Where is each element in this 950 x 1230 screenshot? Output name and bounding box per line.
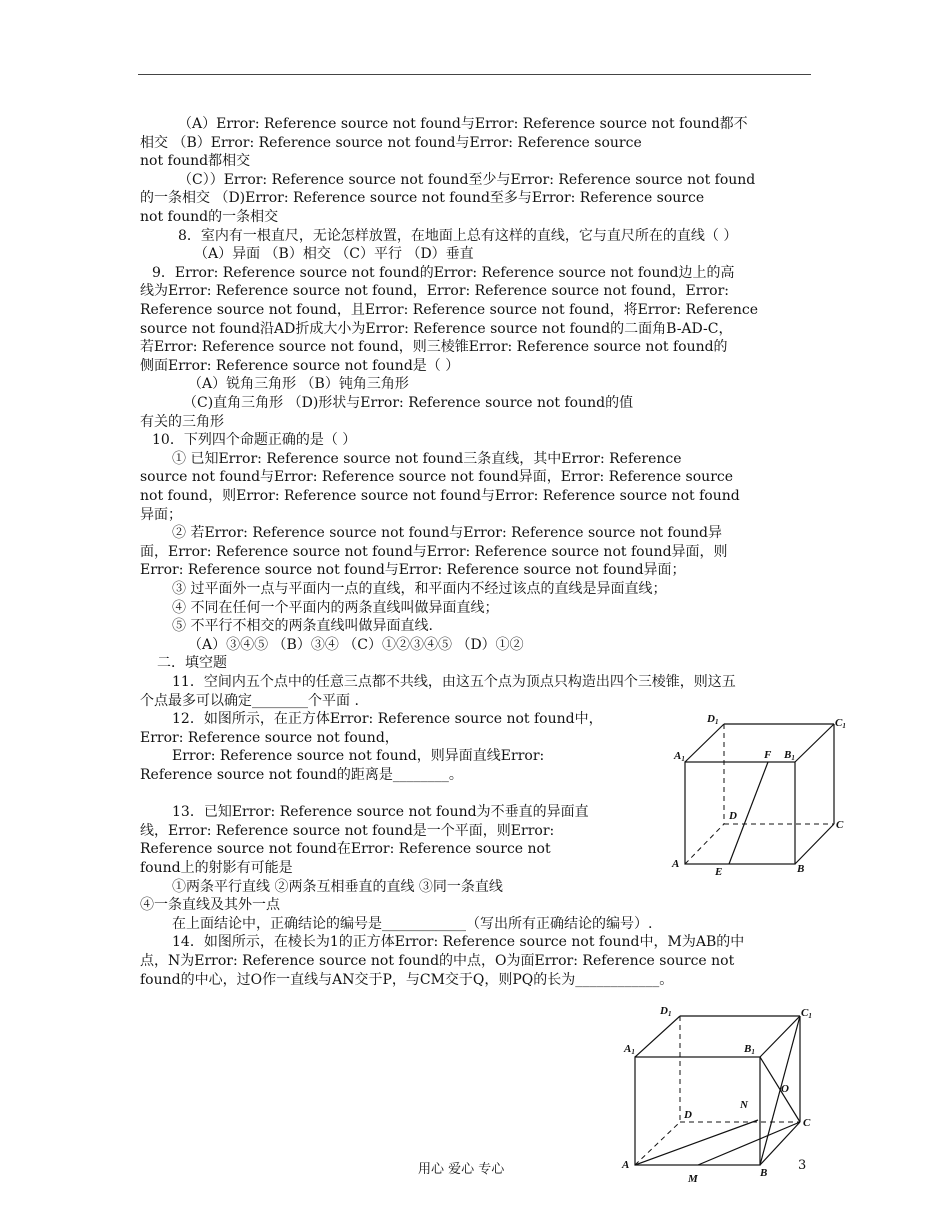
label-D: D (729, 810, 737, 822)
label-C1: C1 (835, 717, 846, 730)
label-D1: D1 (707, 713, 719, 726)
text-line: 13．已知Error: Reference source not found为不垂直的异面直 (172, 804, 589, 821)
label-B1: B1 (744, 1043, 755, 1056)
label-A1: A1 (624, 1043, 635, 1056)
text-line: ⑤ 不平行不相交的两条直线叫做异面直线. (172, 618, 433, 635)
text-line: 12．如图所示，在正方体Error: Reference source not found中， (172, 711, 603, 728)
label-A: A (672, 858, 680, 870)
text-line: ④ 不同在任何一个平面内的两条直线叫做异面直线； (172, 599, 499, 616)
label-A1: A1 (674, 750, 685, 763)
header-rule (138, 74, 811, 75)
text-line: Error: Reference source not found与Error: Reference source not found异面； (140, 562, 686, 579)
text-line: not found都相交 (140, 153, 251, 170)
text-line: Reference source not found，且Error: Reference source not found，将Error: Reference (140, 302, 758, 318)
text-line: 点，N为Error: Reference source not found的中点，O为面Error: Reference source not (140, 953, 735, 969)
label-D1: D1 (660, 1005, 672, 1018)
text-line: 14．如图所示，在棱长为1的正方体Error: Reference source not found中，M为AB的中 (172, 934, 745, 951)
text-line: not found，则Error: Reference source not found与Error: Reference source not found (140, 488, 740, 504)
cube-figure-14 (620, 1000, 820, 1190)
label-B1: B1 (784, 749, 795, 762)
text-line: （A）异面 （B）相交 （C）平行 （D）垂直 (194, 246, 474, 263)
text-line: 11．空间内五个点中的任意三点都不共线，由这五个点为顶点只构造出四个三棱锥，则这五 (172, 674, 736, 690)
text-line: Reference source not found在Error: Reference source not (140, 841, 551, 858)
text-line: ① 已知Error: Reference source not found三条直线，其中Error: Reference (172, 450, 682, 467)
label-N: N (740, 1099, 748, 1111)
text-line: 侧面Error: Reference source not found是（ ） (140, 357, 460, 374)
text-line: ② 若Error: Reference source not found与Error: Reference source not found异 (172, 525, 723, 542)
page-number: 3 (798, 1158, 807, 1173)
label-O: O (781, 1083, 789, 1095)
label-C: C (836, 819, 844, 831)
text-line: 8．室内有一根直尺，无论怎样放置，在地面上总有这样的直线，它与直尺所在的直线（ ） (178, 227, 738, 244)
text-line: 线，Error: Reference source not found是一个平面，则Error: (140, 822, 555, 839)
label-B: B (797, 863, 805, 875)
text-line: 有关的三角形 (140, 413, 224, 430)
text-line: 二．填空题 (157, 655, 227, 672)
label-E: E (715, 866, 723, 878)
text-line: 在上面结论中，正确结论的编号是____________（写出所有正确结论的编号）. (172, 915, 653, 932)
text-line: ①两条平行直线 ②两条互相垂直的直线 ③同一条直线 (172, 878, 503, 895)
text-line: （C））Error: Reference source not found至少与Error: Reference source not found (178, 171, 756, 188)
text-line: found的中心，过O作一直线与AN交于P，与CM交于Q，则PQ的长为____________。 (140, 971, 674, 988)
text-line: 9．Error: Reference source not found的Error: Reference source not found边上的高 (152, 264, 735, 281)
text-line: ③ 过平面外一点与平面内一点的直线，和平面内不经过该点的直线是异面直线； (172, 581, 667, 597)
text-line: not found的一条相交 (140, 209, 279, 225)
text-line: 的一条相交 （D)Error: Reference source not found至多与Error: Reference source (140, 190, 705, 207)
text-line: 若Error: Reference source not found，则三棱锥Error: Reference source not found的 (140, 339, 728, 356)
label-C1: C1 (801, 1007, 812, 1020)
text-line: （A）③④⑤ （B）③④ （C）①②③④⑤ （D）①② (188, 636, 524, 653)
text-line: Reference source not found的距离是________。 (140, 767, 463, 783)
text-line: （A）Error: Reference source not found与Error: Reference source not found都不 (178, 116, 748, 132)
label-A: A (622, 1159, 630, 1171)
text-line: 异面； (140, 506, 182, 523)
text-line: 个点最多可以确定________个平面 . (140, 692, 359, 709)
footer-text: 用心 爱心 专心 (418, 1162, 505, 1177)
label-D: D (684, 1109, 692, 1121)
label-F: F (764, 749, 772, 761)
text-line: 相交 （B）Error: Reference source not found与Error: Reference source (140, 134, 642, 151)
text-line: Error: Reference source not found， (140, 729, 399, 746)
text-line: found上的射影有可能是 (140, 860, 293, 876)
text-line: 面，Error: Reference source not found与Error: Reference source not found异面，则 (140, 543, 728, 560)
text-line: （A）锐角三角形 （B）钝角三角形 (188, 376, 409, 393)
text-line: ④一条直线及其外一点 (140, 897, 280, 914)
text-line: Error: Reference source not found，则异面直线Error: (172, 748, 545, 765)
label-C: C (803, 1117, 811, 1129)
label-M: M (688, 1173, 698, 1185)
cube-figure-12 (672, 712, 846, 882)
label-B: B (760, 1167, 768, 1179)
text-line: source not found沿AD折成大小为Error: Reference source not found的二面角B-AD-C， (140, 320, 733, 337)
text-line: 10．下列四个命题正确的是（ ） (152, 432, 357, 449)
text-line: 线为Error: Reference source not found，Error: Reference source not found，Error: (140, 283, 730, 300)
text-line: （C)直角三角形 （D)形状与Error: Reference source not found的值 (183, 395, 634, 411)
text-line: source not found与Error: Reference source not found异面，Error: Reference source (140, 469, 734, 486)
